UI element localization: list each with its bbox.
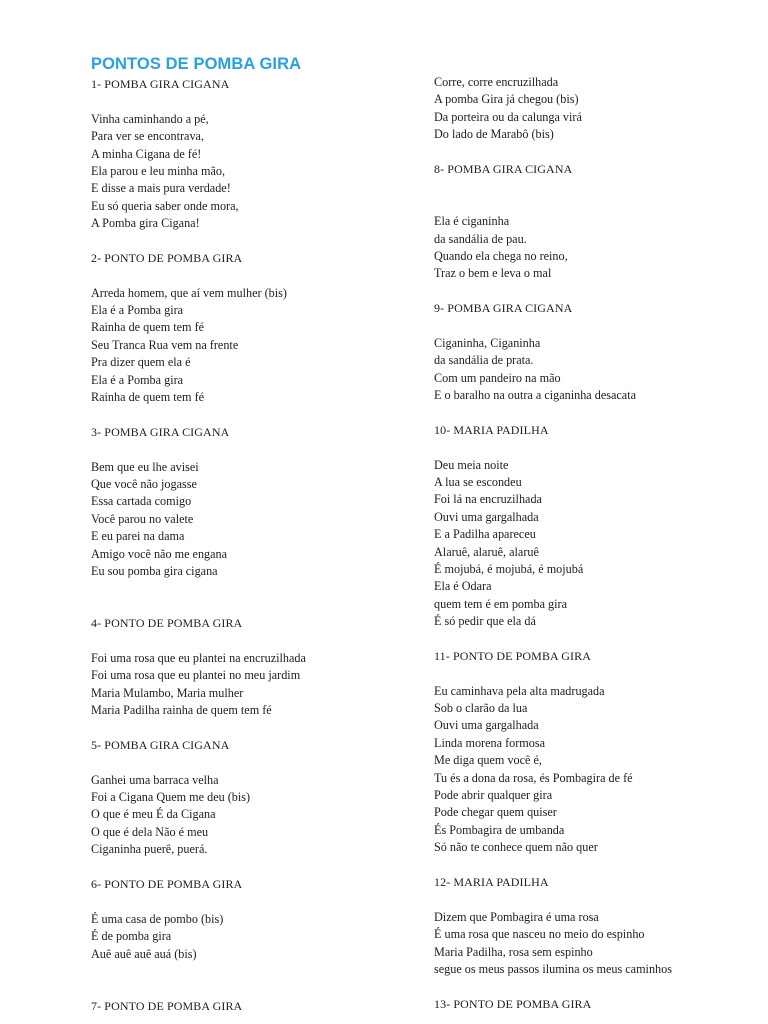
verse-line: Ciganinha, Ciganinha bbox=[434, 335, 541, 350]
right-column bbox=[434, 74, 764, 1013]
verse-line: Rainha de quem tem fé bbox=[91, 320, 205, 335]
verse-line: Eu só queria saber onde mora, bbox=[91, 198, 239, 213]
verse-line: quem tem é em pomba gira bbox=[434, 596, 568, 611]
verse-line: Sob o clarão da lua bbox=[434, 701, 528, 716]
section-heading: 7- PONTO DE POMBA GIRA bbox=[91, 998, 243, 1013]
verse-line: Pode chegar quem quiser bbox=[434, 805, 557, 820]
verse-line: Ela parou e leu minha mão, bbox=[91, 163, 226, 178]
verse-line: Maria Mulambo, Maria mulher bbox=[91, 685, 244, 700]
verse-line: Quando ela chega no reino, bbox=[434, 248, 568, 263]
verse-line: Só não te conhece quem não quer bbox=[434, 840, 598, 855]
verse-line: Ganhei uma barraca velha bbox=[91, 772, 219, 787]
verse-line: Ouvi uma gargalhada bbox=[434, 509, 539, 524]
verse-line: A lua se escondeu bbox=[434, 475, 522, 489]
left-column bbox=[91, 76, 421, 1015]
verse-line: É uma rosa que nasceu no meio do espinho bbox=[434, 927, 645, 942]
verse-line: Deu meia noite bbox=[434, 457, 509, 472]
verse-line: segue os meus passos ilumina os meus caminhos bbox=[434, 961, 672, 976]
section-heading: 10- MARIA PADILHA bbox=[434, 422, 549, 437]
verse-line: Ciganinha puerê, puerá. bbox=[91, 842, 208, 857]
section-heading: 3- POMBA GIRA CIGANA bbox=[91, 424, 230, 439]
verse-line: Linda morena formosa bbox=[434, 735, 546, 750]
verse-line: Eu sou pomba gira cigana bbox=[91, 563, 218, 578]
verse-line: E a Padilha apareceu bbox=[434, 527, 536, 542]
verse-line: Foi uma rosa que eu plantei na encruzilhada bbox=[91, 650, 306, 665]
verse-line: Ela é a Pomba gira bbox=[91, 372, 184, 387]
verse-line: É de pomba gira bbox=[91, 929, 172, 944]
verse-line: E eu parei na dama bbox=[91, 529, 185, 544]
verse-line: Da porteira ou da calunga virá bbox=[434, 109, 582, 124]
verse-line: Ela é Odara bbox=[434, 579, 492, 594]
verse-line: E disse a mais pura verdade! bbox=[91, 181, 231, 196]
verse-line: Amigo você não me engana bbox=[91, 546, 228, 561]
section-heading: 2- PONTO DE POMBA GIRA bbox=[91, 250, 243, 265]
verse-line: Ela é a Pomba gira bbox=[91, 303, 184, 318]
section-heading: 4- PONTO DE POMBA GIRA bbox=[91, 616, 243, 631]
verse-line: Bem que eu lhe avisei bbox=[91, 459, 199, 474]
verse-line: Vinha caminhando a pé, bbox=[91, 111, 209, 126]
verse-line: Corre, corre encruzilhada bbox=[434, 75, 559, 89]
verse-line: Traz o bem e leva o mal bbox=[434, 266, 552, 281]
page-title: PONTOS DE POMBA GIRA bbox=[91, 55, 302, 73]
section-heading: 13- PONTO DE POMBA GIRA bbox=[434, 996, 592, 1011]
verse-line: Do lado de Marabô (bis) bbox=[434, 127, 554, 142]
verse-line: O que é dela Não é meu bbox=[91, 824, 209, 839]
section-heading: 12- MARIA PADILHA bbox=[434, 874, 549, 889]
verse-line: Você parou no valete bbox=[91, 511, 194, 526]
verse-line: A pomba Gira já chegou (bis) bbox=[434, 92, 579, 107]
verse-line: O que é meu É da Cigana bbox=[91, 807, 216, 822]
verse-line: Foi uma rosa que eu plantei no meu jardim bbox=[91, 668, 301, 683]
verse-line: Arreda homem, que aí vem mulher (bis) bbox=[91, 285, 287, 300]
verse-line: Para ver se encontrava, bbox=[91, 129, 205, 144]
verse-line: É só pedir que ela dá bbox=[434, 614, 536, 629]
verse-line: Foi lá na encruzilhada bbox=[434, 492, 542, 507]
verse-line: Com um pandeiro na mão bbox=[434, 370, 561, 385]
verse-line: Maria Padilha, rosa sem espinho bbox=[434, 944, 593, 959]
verse-line: A minha Cigana de fé! bbox=[91, 146, 202, 161]
verse-line: Me diga quem você é, bbox=[434, 753, 542, 768]
section-heading: 9- POMBA GIRA CIGANA bbox=[434, 301, 573, 316]
verse-line: Seu Tranca Rua vem na frente bbox=[91, 337, 239, 352]
verse-line: Alaruê, alaruê, alaruê bbox=[434, 544, 539, 559]
section-heading: 1- POMBA GIRA CIGANA bbox=[91, 77, 230, 91]
verse-line: Dizem que Pombagira é uma rosa bbox=[434, 909, 599, 924]
verse-line: És Pombagira de umbanda bbox=[434, 822, 565, 837]
verse-line: Auê auê auê auá (bis) bbox=[91, 946, 197, 961]
verse-line: da sandália de pau. bbox=[434, 231, 527, 246]
verse-line: Tu és a dona da rosa, és Pombagira de fé bbox=[434, 770, 633, 785]
verse-line: Essa cartada comigo bbox=[91, 494, 192, 509]
verse-line: Pra dizer quem ela é bbox=[91, 355, 191, 370]
verse-line: Ela é ciganinha bbox=[434, 214, 510, 229]
verse-line: É mojubá, é mojubá, é mojubá bbox=[434, 561, 584, 576]
verse-line: Rainha de quem tem fé bbox=[91, 390, 205, 405]
verse-line: da sandália de prata. bbox=[434, 353, 534, 368]
verse-line: Que você não jogasse bbox=[91, 476, 197, 491]
verse-line: A Pomba gira Cigana! bbox=[91, 216, 200, 231]
verse-line: É uma casa de pombo (bis) bbox=[91, 911, 224, 926]
section-heading: 6- PONTO DE POMBA GIRA bbox=[91, 876, 243, 891]
verse-line: Ouvi uma gargalhada bbox=[434, 718, 539, 733]
verse-line: Foi a Cigana Quem me deu (bis) bbox=[91, 790, 251, 805]
section-heading: 5- POMBA GIRA CIGANA bbox=[91, 737, 230, 752]
section-heading: 8- POMBA GIRA CIGANA bbox=[434, 161, 573, 176]
verse-line: Maria Padilha rainha de quem tem fé bbox=[91, 703, 272, 718]
verse-line: Eu caminhava pela alta madrugada bbox=[434, 683, 605, 698]
verse-line: Pode abrir qualquer gira bbox=[434, 788, 553, 803]
section-heading: 11- PONTO DE POMBA GIRA bbox=[434, 648, 591, 663]
verse-line: E o baralho na outra a ciganinha desacata bbox=[434, 388, 637, 403]
